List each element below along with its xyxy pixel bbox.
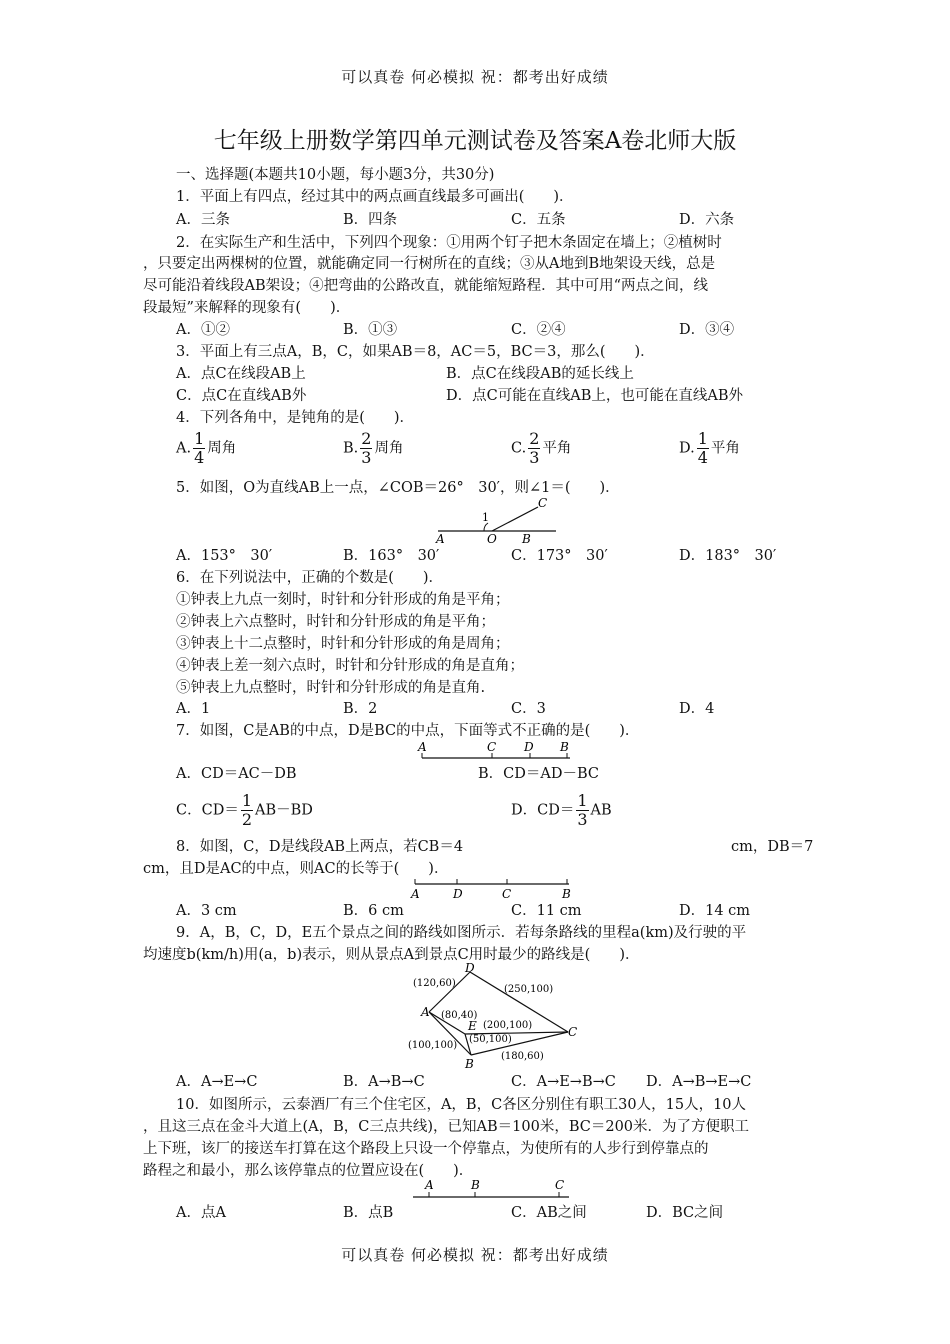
q8-line2: cm，且D是AC的中点，则AC的长等于( )． (143, 861, 449, 877)
q8-label-a: A (411, 887, 420, 901)
q10-line3: 上下班，该厂的接送车打算在这个路段上只设一个停靠点，为使所有的人步行到停靠点的 (143, 1141, 709, 1157)
q2-option-b: B．①③ (343, 322, 398, 338)
q4-option-d: D. $\frac{1}{4}$ 平角 (679, 429, 740, 467)
q5-label-c: C (538, 496, 548, 510)
q9-option-c: C．A→E→B→C (511, 1074, 616, 1090)
q7-label-b: B (560, 740, 569, 754)
q9-label-c: C (568, 1025, 578, 1039)
q5-label-angle1: 1 (482, 511, 489, 524)
q8-option-a: A．3 cm (176, 903, 237, 919)
q10-label-b: B (471, 1178, 480, 1192)
q9-option-d: D．A→B→E→C (646, 1074, 752, 1090)
q9-edge-bc: (180,60) (501, 1051, 544, 1062)
q7-stem: 7．如图，C是AB的中点，D是BC的中点，下面等式不正确的是( )． (176, 723, 640, 739)
q6-option-a: A．1 (176, 701, 211, 717)
q9-label-a: A (421, 1005, 430, 1019)
q10-figure (405, 1178, 575, 1202)
q8-option-d: D．14 cm (679, 903, 751, 919)
q6-statement-1: ①钟表上九点一刻时，时针和分针形成的角是平角； (176, 592, 510, 608)
q7-figure (410, 740, 580, 764)
q9-edge-ad: (120,60) (413, 978, 456, 989)
q4-option-c: C. $\frac{2}{3}$ 平角 (511, 429, 572, 467)
q7-option-c: C．CD＝ $\frac{1}{2}$ AB－BD (176, 791, 313, 829)
q2-line3: 尽可能沿着线段AB架设；④把弯曲的公路改直，就能缩短路程．其中可用“两点之间，线 (143, 278, 709, 294)
section-heading: 一、选择题(本题共10小题，每小题3分，共30分) (176, 167, 495, 183)
q10-label-a: A (425, 1178, 434, 1192)
q6-statement-4: ④钟表上差一刻六点时，时针和分针形成的角是直角； (176, 658, 524, 674)
q5-stem: 5．如图，O为直线AB上一点，∠COB＝26° 30′，则∠1＝( )． (176, 480, 620, 496)
page-header: 可以真卷 何必模拟 祝：都考出好成绩 (341, 68, 609, 86)
q10-line1: 10．如图所示，云泰酒厂有三个住宅区，A，B，C各区分别住有职工30人，15人，10人 (176, 1097, 747, 1113)
q6-stem: 6．在下列说法中，正确的个数是( )． (176, 570, 444, 586)
q7-option-b: B．CD＝AD－BC (478, 766, 599, 782)
q8-label-d: D (453, 887, 463, 901)
q10-line2: ，且这三点在金斗大道上(A，B，C三点共线)，已知AB＝100米，BC＝200米．为了方便职工 (143, 1119, 750, 1135)
q7-option-a: A．CD＝AC－DB (176, 766, 297, 782)
q1-option-b: B．四条 (343, 212, 398, 228)
q8-label-c: C (502, 887, 512, 901)
q5-label-a: A (436, 532, 445, 545)
q9-edge-ae: (80,40) (441, 1010, 478, 1021)
q3-option-c: C．点C在直线AB外 (176, 388, 307, 404)
q9-edge-ec: (200,100) (483, 1020, 533, 1031)
q8-option-b: B．6 cm (343, 903, 404, 919)
q5-label-b: B (522, 532, 531, 545)
q5-option-d: D．183° 30′ (679, 548, 777, 564)
q3-option-b: B．点C在线段AB的延长线上 (446, 366, 634, 382)
q5-figure (430, 495, 560, 545)
q9-edge-eb: (50,100) (469, 1034, 512, 1045)
q1-option-c: C．五条 (511, 212, 566, 228)
q2-option-d: D．③④ (679, 322, 735, 338)
q4-option-a: A. $\frac{1}{4}$ 周角 (176, 429, 237, 467)
q9-option-b: B．A→B→C (343, 1074, 425, 1090)
q2-line2: ，只要定出两棵树的位置，就能确定同一行树所在的直线；③从A地到B地架设天线，总是 (143, 256, 716, 272)
q2-line1: 2．在实际生产和生活中，下列四个现象：①用两个钉子把木条固定在墙上；②植树时 (176, 235, 722, 251)
q5-option-a: A．153° 30′ (176, 548, 273, 564)
q2-option-a: A．①② (176, 322, 230, 338)
q9-line1: 9．A，B，C，D，E五个景点之间的路线如图所示．若每条路线的里程a(km)及行驶的平 (176, 925, 747, 941)
q6-option-d: D．4 (679, 701, 715, 717)
q9-line2: 均速度b(km/h)用(a，b)表示，则从景点A到景点C用时最少的路线是( )． (143, 947, 640, 963)
q4-option-b: B. $\frac{2}{3}$ 周角 (343, 429, 404, 467)
q3-option-a: A．点C在线段AB上 (176, 366, 306, 382)
q6-statement-2: ②钟表上六点整时，时针和分针形成的角是平角； (176, 614, 495, 630)
q5-option-b: B．163° 30′ (343, 548, 440, 564)
q1-stem: 1．平面上有四点，经过其中的两点画直线最多可画出( )． (176, 189, 574, 205)
q3-stem: 3．平面上有三点A，B，C，如果AB＝8，AC＝5，BC＝3，那么( )． (176, 344, 655, 360)
q1-option-d: D．六条 (679, 212, 735, 228)
q5-option-c: C．173° 30′ (511, 548, 608, 564)
q10-line4: 路程之和最小，那么该停靠点的位置应设在( )． (143, 1163, 474, 1179)
q9-label-b: B (465, 1057, 474, 1070)
q10-option-c: C．AB之间 (511, 1205, 587, 1221)
q9-label-e: E (468, 1019, 477, 1033)
q9-edge-dc: (250,100) (504, 984, 554, 995)
q6-statement-5: ⑤钟表上九点整时，时针和分针形成的角是直角. (176, 680, 486, 696)
q8-label-b: B (562, 887, 571, 901)
q2-line4: 段最短”来解释的现象有( )． (143, 300, 351, 316)
q8-option-c: C．11 cm (511, 903, 582, 919)
q7-label-c: C (487, 740, 497, 754)
q9-figure (405, 962, 585, 1070)
q5-label-o: O (487, 532, 497, 545)
q6-option-b: B．2 (343, 701, 378, 717)
q9-edge-ab: (100,100) (408, 1040, 458, 1051)
q6-statement-3: ③钟表上十二点整时，时针和分针形成的角是周角； (176, 636, 510, 652)
page-footer: 可以真卷 何必模拟 祝：都考出好成绩 (341, 1246, 609, 1264)
q7-label-a: A (418, 740, 427, 754)
q4-stem: 4．下列各角中，是钝角的是( )． (176, 410, 415, 426)
q7-label-d: D (524, 740, 534, 754)
q9-option-a: A．A→E→C (176, 1074, 258, 1090)
q3-option-d: D．点C可能在直线AB上，也可能在直线AB外 (446, 388, 743, 404)
q10-label-c: C (555, 1178, 565, 1192)
q2-option-c: C．②④ (511, 322, 566, 338)
q10-option-a: A．点A (176, 1205, 226, 1221)
q6-option-c: C．3 (511, 701, 546, 717)
q9-label-d: D (465, 962, 475, 975)
q10-option-d: D．BC之间 (646, 1205, 724, 1221)
q10-option-b: B．点B (343, 1205, 394, 1221)
q8-figure (405, 876, 575, 902)
q8-line1-end: cm，DB＝7 (731, 839, 814, 855)
page-title: 七年级上册数学第四单元测试卷及答案A卷北师大版 (213, 128, 737, 154)
q7-option-d: D．CD＝ $\frac{1}{3}$ AB (511, 791, 612, 829)
q1-option-a: A．三条 (176, 212, 230, 228)
q8-line1-start: 8．如图，C，D是线段AB上两点，若CB＝4 (176, 839, 464, 855)
